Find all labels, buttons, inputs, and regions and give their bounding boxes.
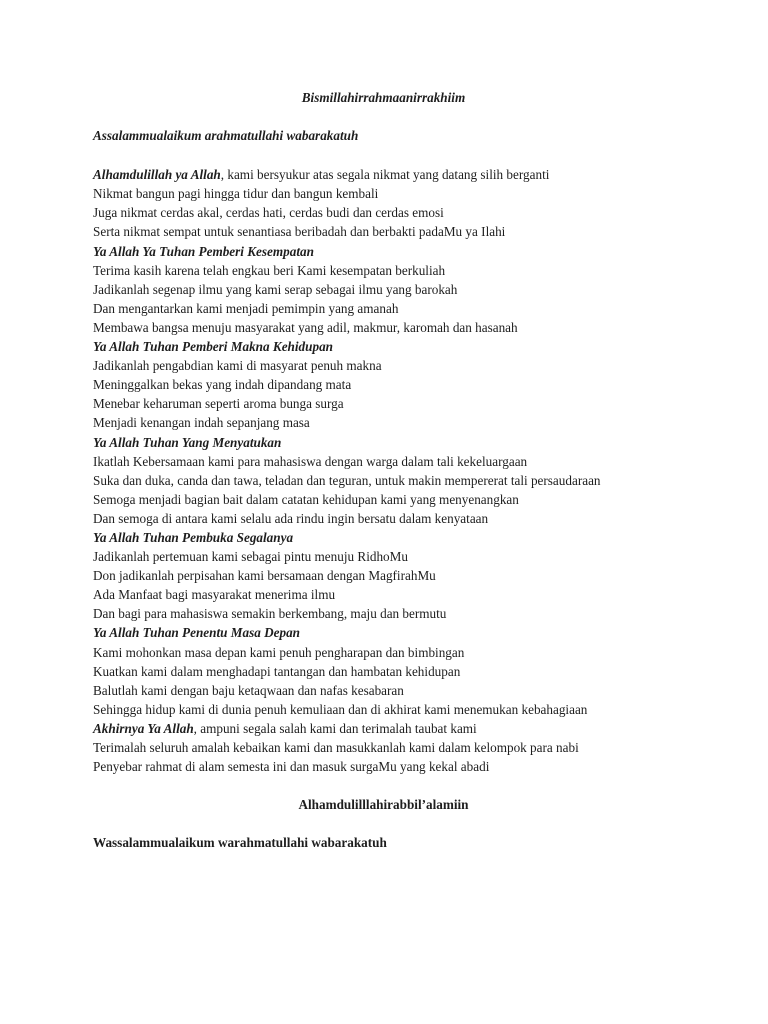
prayer-line: Dan semoga di antara kami selalu ada rindu ingin bersatu dalam kenyataan (93, 510, 489, 526)
prayer-line: Meninggalkan bekas yang indah dipandang mata (93, 377, 352, 393)
prayer-line: Jadikanlah segenap ilmu yang kami serap sebagai ilmu yang barokah (93, 281, 458, 297)
farewell: Wassalammualaikum warahmatullahi wabarakatuh (93, 835, 387, 851)
prayer-line: Dan bagi para mahasiswa semakin berkembang, maju dan bermutu (93, 606, 447, 622)
prayer-line: Juga nikmat cerdas akal, cerdas hati, cerdas budi dan cerdas emosi (93, 205, 444, 221)
prayer-body (93, 165, 674, 776)
prayer-line: Suka dan duka, canda dan tawa, teladan dan teguran, untuk makin mempererat tali persaudaraan (93, 472, 601, 488)
section-heading: Ya Allah Tuhan Pemberi Makna Kehidupan (93, 339, 333, 355)
prayer-line-text: , kami bersyukur atas segala nikmat yang datang silih berganti (220, 167, 550, 183)
prayer-line: Membawa bangsa menuju masyarakat yang adil, makmur, karomah dan hasanah (93, 319, 518, 335)
prayer-line: Terimalah seluruh amalah kebaikan kami dan masukkanlah kami dalam kelompok para nabi (93, 740, 579, 755)
prayer-line-text: , ampuni segala salah kami dan terimalah taubat kami (193, 720, 477, 736)
section-heading: Ya Allah Tuhan Pembuka Segalanya (93, 529, 294, 545)
prayer-line: Menebar keharuman seperti aroma bunga surga (93, 396, 344, 412)
section-heading: Ya Allah Tuhan Yang Menyatukan (93, 434, 282, 450)
prayer-line: Ada Manfaat bagi masyarakat menerima ilmu (93, 587, 336, 603)
prayer-line: Nikmat bangun pagi hingga tidur dan bangun kembali (93, 186, 379, 202)
prayer-line (93, 165, 674, 184)
prayer-line: Semoga menjadi bagian bait dalam catatan kehidupan kami yang menyenangkan (93, 491, 519, 507)
document-page (93, 88, 674, 852)
closing-title: Alhamdulilllahirabbil’alamiin (298, 797, 469, 813)
prayer-line (93, 719, 674, 738)
prayer-line: Penyebar rahmat di alam semesta ini dan masuk surgaMu yang kekal abadi (93, 759, 490, 775)
prayer-line: Dan mengantarkan kami menjadi pemimpin yang amanah (93, 300, 399, 316)
prayer-line-emphasis: Akhirnya Ya Allah (93, 720, 194, 736)
prayer-line: Jadikanlah pengabdian kami di masyarat penuh makna (93, 358, 382, 374)
prayer-line: Terima kasih karena telah engkau beri Kami kesempatan berkuliah (93, 262, 446, 278)
prayer-line: Balutlah kami dengan baju ketaqwaan dan nafas kesabaran (93, 682, 404, 698)
prayer-line: Don jadikanlah perpisahan kami bersamaan dengan MagfirahMu (93, 568, 436, 584)
prayer-line: Kami mohonkan masa depan kami penuh pengharapan dan bimbingan (93, 644, 465, 660)
prayer-line: Sehingga hidup kami di dunia penuh kemuliaan dan di akhirat kami menemukan kebahagiaan (93, 701, 588, 717)
prayer-line-emphasis: Alhamdulillah ya Allah (93, 167, 221, 183)
prayer-line: Kuatkan kami dalam menghadapi tantangan dan hambatan kehidupan (93, 663, 461, 679)
greeting: Assalammualaikum arahmatullahi wabarakatuh (93, 128, 359, 144)
prayer-line: Ikatlah Kebersamaan kami para mahasiswa dengan warga dalam tali kekeluargaan (93, 453, 528, 469)
prayer-line: Serta nikmat sempat untuk senantiasa beribadah dan berbakti padaMu ya Ilahi (93, 224, 506, 240)
section-heading: Ya Allah Tuhan Penentu Masa Depan (93, 625, 301, 641)
prayer-line: Jadikanlah pertemuan kami sebagai pintu menuju RidhoMu (93, 549, 408, 565)
prayer-line: Menjadi kenangan indah sepanjang masa (93, 415, 310, 431)
section-heading: Ya Allah Ya Tuhan Pemberi Kesempatan (93, 243, 314, 259)
opening-title: Bismillahirrahmaanirrakhiim (301, 90, 466, 105)
